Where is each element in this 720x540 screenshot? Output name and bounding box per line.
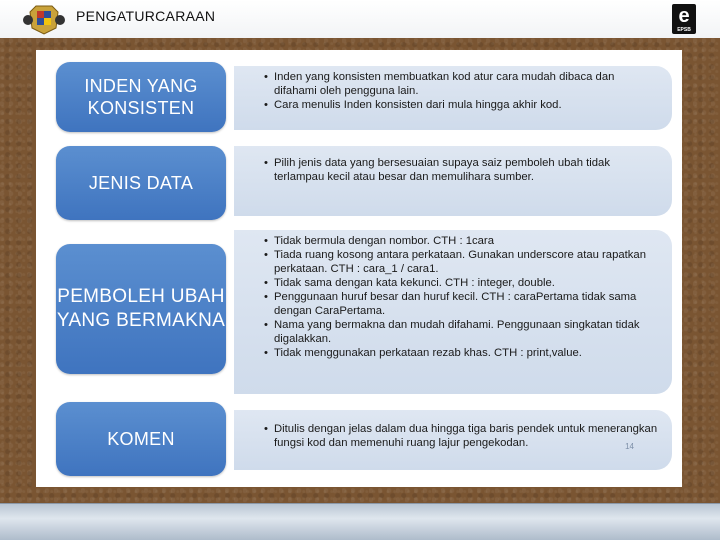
list-item: • Penggunaan huruf besar dan huruf kecil. CTH : caraPertama tidak sama dengan CaraPertama. [264,290,658,318]
page-title: PENGATURCARAAN [76,8,216,24]
list-item: • Tidak sama dengan kata kekunci. CTH : integer, double. [264,276,658,290]
logo-letter: e [678,5,690,27]
content-panel [36,50,682,487]
list-item: • Nama yang bermakna dan mudah difahami. Penggunaan singkatan tidak digalakkan. [264,318,658,346]
e-logo-icon [672,4,696,34]
row-content [234,66,672,130]
row-label: INDEN YANG KONSISTEN [56,62,226,132]
row-label: JENIS DATA [56,146,226,220]
list-item: • Tidak bermula dengan nombor. CTH : 1cara [264,234,658,248]
row-komen [36,402,682,476]
row-inden [36,62,682,132]
row-content [234,146,672,216]
list-item: • Tiada ruang kosong antara perkataan. Gunakan underscore atau rapatkan perkataan. CTH : cara_1 / cara1. [264,248,658,276]
row-content [234,410,672,470]
list-item: • Ditulis dengan jelas dalam dua hingga tiga baris pendek untuk menerangkan fungsi kod dan memenuhi ruang lajur pengekodan. [264,422,658,450]
row-label: KOMEN [56,402,226,476]
coat-of-arms-icon [22,2,66,36]
list-item: • Inden yang konsisten membuatkan kod atur cara mudah dibaca dan difahami oleh pengguna lain. [264,70,658,98]
footer-bar [0,503,720,540]
list-item: • Cara menulis Inden konsisten dari mula hingga akhir kod. [264,98,658,112]
row-content [234,230,672,394]
row-pemboleh-ubah [36,230,682,394]
row-label: PEMBOLEH UBAH YANG BERMAKNA [56,244,226,374]
row-jenis-data [36,146,682,220]
list-item: • Tidak menggunakan perkataan rezab khas. CTH : print,value. [264,346,658,360]
page-number: 14 [625,442,634,451]
logo-caption: EPSB [677,27,691,33]
header-bar [0,0,720,40]
list-item: • Pilih jenis data yang bersesuaian supaya saiz pemboleh ubah tidak terlampau kecil atau besar dan memulihara sumber. [264,156,658,184]
